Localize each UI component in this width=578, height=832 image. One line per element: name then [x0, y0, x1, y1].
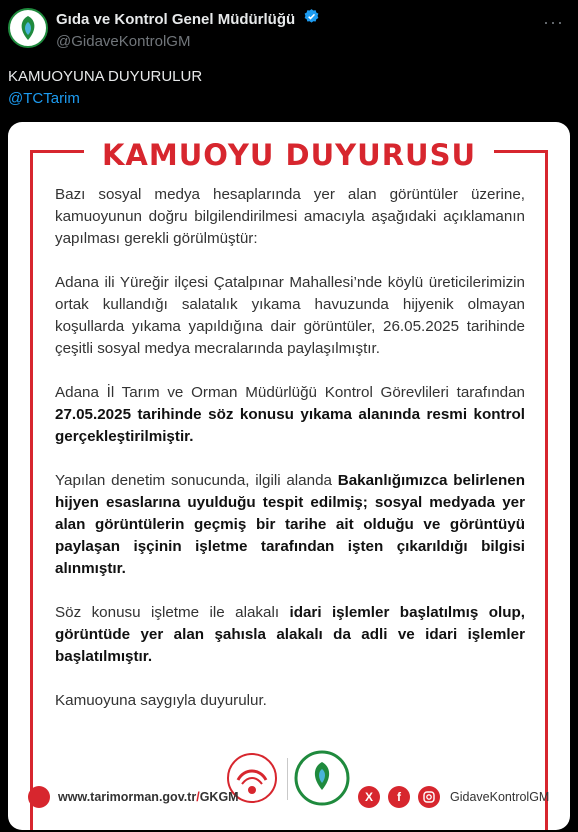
- logo-divider: [287, 758, 288, 800]
- profile-avatar[interactable]: [8, 8, 48, 48]
- social-handle: GidaveKontrolGM: [450, 790, 550, 804]
- gkgm-emblem-icon: [294, 750, 350, 806]
- verified-badge-icon: [303, 8, 320, 30]
- website-url[interactable]: www.tarimorman.gov.tr/GKGM: [58, 790, 239, 804]
- tweet-header: [0, 0, 578, 60]
- mention-link[interactable]: @TCTarim: [8, 90, 80, 107]
- account-display-name[interactable]: Gıda ve Kontrol Genel Müdürlüğü: [56, 10, 296, 28]
- facebook-icon: f: [388, 786, 410, 808]
- tweet-media-image[interactable]: [8, 122, 570, 830]
- paragraph-2: Adana ili Yüreğir ilçesi Çatalpınar Mahallesi’nde köylü üreticilerimizin ortak kullandığı salatalık yıkama havuzunda hijyenik olmayan koşullarda yıkama yapıldığına dair görüntüler, 26.05.2025 tarihinde çeşitli sosyal medya mecralarında paylaşılmıştır.: [55, 274, 525, 357]
- social-footer: [358, 786, 549, 808]
- paragraph-5: Söz konusu işletme ile alakalı idari işlemler başlatılmış olup, görüntüde yer alan şahısla alakalı da adli ve idari işlemler başlatılmıştır.: [55, 604, 525, 665]
- paragraph-3: Adana İl Tarım ve Orman Müdürlüğü Kontrol Görevlileri tarafından 27.05.2025 tarihinde söz konusu yıkama alanında resmi kontrol gerçekleştirilmiştir.: [55, 384, 525, 445]
- paragraph-4: Yapılan denetim sonucunda, ilgili alanda Bakanlığımızca belirlenen hijyen esaslarına uyulduğu tespit edilmiş; sosyal medyada yer alan görüntülerin geçmiş bir tarihe ait olduğu ve görüntüyü paylaşan işçinin işletme tarafından işten çıkarıldığı bilgisi alınmıştır.: [55, 472, 525, 577]
- paragraph-1: Bazı sosyal medya hesaplarında yer alan görüntüler üzerine, kamuoyunun doğru bilgilendirilmesi amacıyla aşağıdaki açıklamanın yapılması gerekli görülmüştür:: [55, 186, 525, 247]
- globe-icon: [28, 786, 50, 808]
- tweet-body-text: KAMUOYUNA DUYURULUR: [8, 68, 203, 85]
- announcement-title: KAMUOYU DUYURUSU: [84, 138, 494, 172]
- gkgm-logo-icon: [10, 10, 46, 46]
- announcement-body: [55, 184, 525, 734]
- more-options-icon[interactable]: ···: [543, 12, 564, 32]
- website-footer: [28, 786, 239, 808]
- x-icon: X: [358, 786, 380, 808]
- paragraph-6: Kamuoyuna saygıyla duyurulur.: [55, 692, 267, 709]
- tweet-text: [8, 66, 202, 110]
- instagram-icon: [418, 786, 440, 808]
- account-handle[interactable]: @GidaveKontrolGM: [56, 33, 191, 50]
